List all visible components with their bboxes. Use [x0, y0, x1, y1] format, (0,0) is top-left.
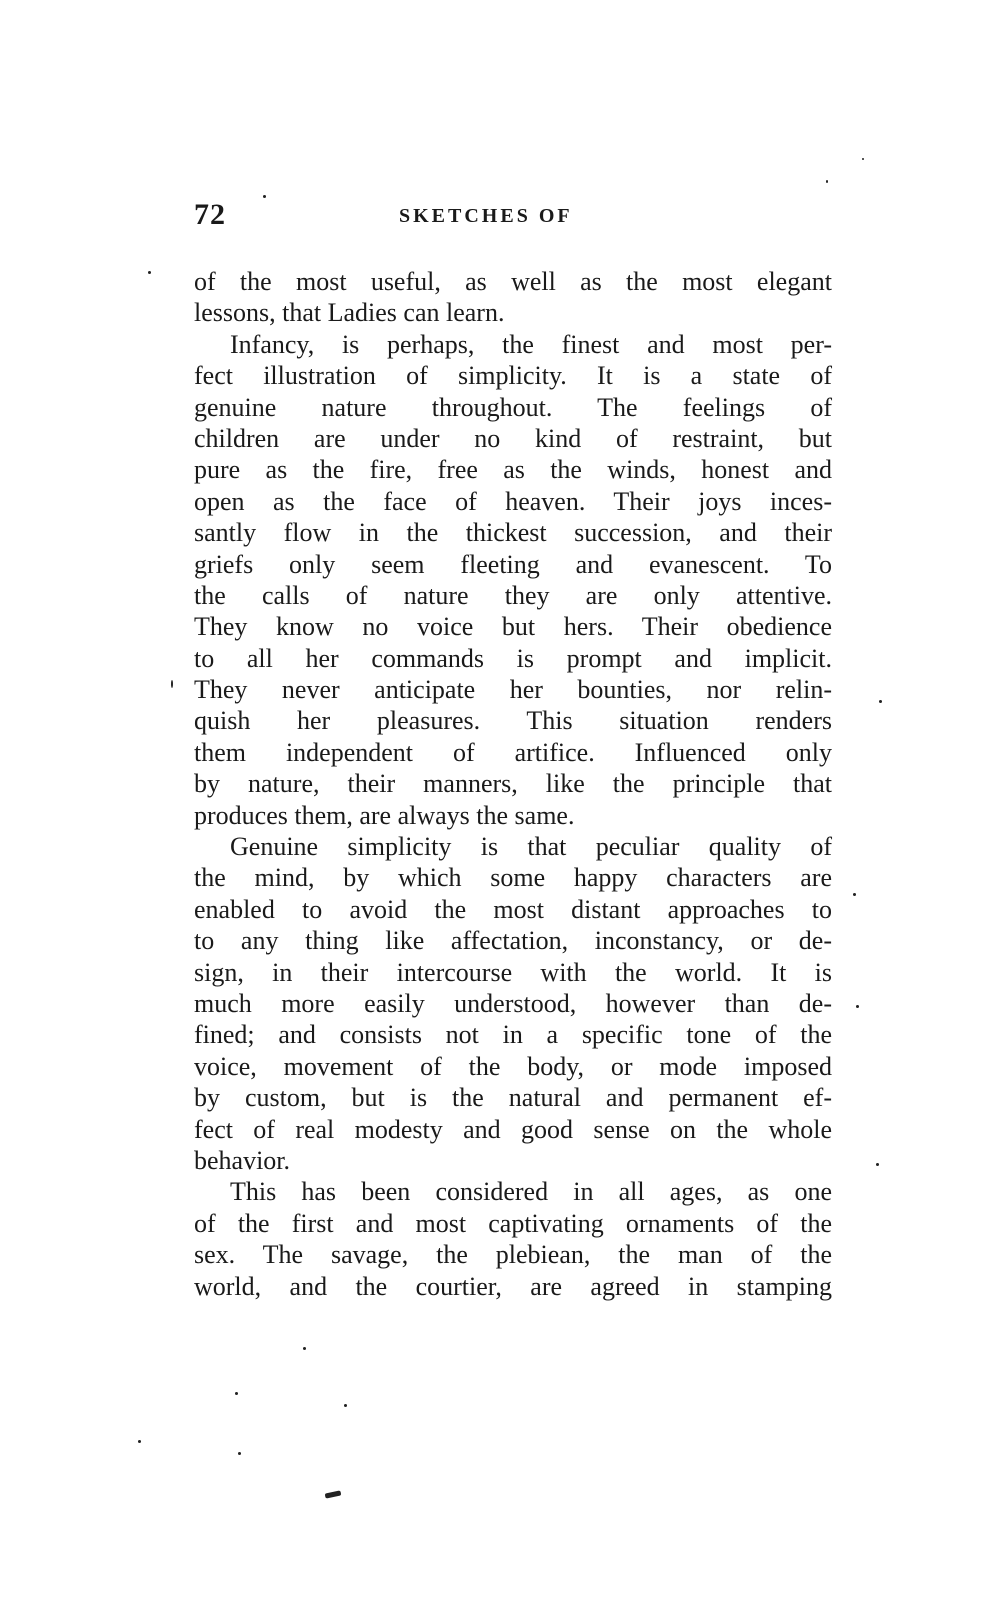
scan-speck	[876, 1163, 879, 1166]
text-line: them independent of artifice. Influenced only	[194, 737, 832, 767]
text-line: fect of real modesty and good sense on the whole	[194, 1114, 832, 1144]
page-header	[194, 198, 834, 238]
text-line: produces them, are always the same.	[194, 800, 575, 830]
scan-speck	[303, 1347, 306, 1350]
text-line: santly flow in the thickest succession, and their	[194, 518, 832, 548]
text-line: behavior.	[194, 1145, 291, 1175]
text-line: They know no voice but hers. Their obedience	[194, 612, 832, 642]
text-line: quish her pleasures. This situation renders	[194, 706, 832, 736]
text-line: by custom, but is the natural and permanent ef-	[194, 1083, 832, 1113]
scan-speck	[862, 158, 864, 160]
text-line: This has been considered in all ages, as one	[230, 1177, 832, 1207]
text-line: of the most useful, as well as the most elegant	[194, 267, 832, 296]
text-line: of the first and most captivating ornaments of the	[194, 1208, 832, 1238]
scan-speck	[344, 1404, 347, 1407]
text-line: by nature, their manners, like the principle that	[194, 769, 832, 799]
text-line: open as the face of heaven. Their joys inces-	[194, 486, 832, 516]
scan-speck	[171, 680, 173, 688]
text-line: world, and the courtier, are agreed in stamping	[194, 1271, 832, 1301]
text-line: sign, in their intercourse with the world. It is	[194, 957, 832, 987]
scan-speck	[826, 180, 828, 183]
text-line: the calls of nature they are only attentive.	[194, 580, 832, 610]
text-line: much more easily understood, however than de-	[194, 988, 832, 1018]
text-line: sex. The savage, the plebiean, the man of the	[194, 1240, 832, 1270]
page-number: 72	[194, 198, 226, 231]
scan-speck	[853, 893, 856, 896]
text-line: voice, movement of the body, or mode imposed	[194, 1051, 832, 1081]
text-line: enabled to avoid the most distant approaches to	[194, 894, 832, 924]
scan-speck	[879, 700, 882, 703]
text-line: Genuine simplicity is that peculiar quality of	[230, 832, 832, 862]
running-head: SKETCHES OF	[399, 205, 573, 227]
scan-speck	[238, 1452, 241, 1455]
text-line: fect illustration of simplicity. It is a state of	[194, 361, 832, 391]
scan-speck	[263, 195, 266, 198]
text-line: pure as the fire, free as the winds, honest and	[194, 455, 832, 485]
text-line: children are under no kind of restraint, but	[194, 423, 832, 453]
text-line: Infancy, is perhaps, the finest and most per-	[230, 329, 832, 359]
text-line: fined; and consists not in a specific tone of the	[194, 1020, 832, 1050]
scan-speck	[325, 1490, 342, 1498]
text-line: griefs only seem fleeting and evanescent. To	[194, 549, 832, 579]
text-line: the mind, by which some happy characters are	[194, 863, 832, 893]
scan-speck	[235, 1392, 238, 1395]
text-line: lessons, that Ladies can learn.	[194, 298, 505, 328]
scan-speck	[148, 271, 151, 274]
scan-speck	[856, 1005, 859, 1008]
scan-speck	[138, 1440, 141, 1443]
body-text	[194, 266, 832, 1302]
text-line: They never anticipate her bounties, nor relin-	[194, 675, 832, 705]
text-line: to all her commands is prompt and implicit.	[194, 643, 832, 673]
text-line: to any thing like affectation, inconstancy, or de-	[194, 926, 832, 956]
text-line: genuine nature throughout. The feelings of	[194, 392, 832, 422]
